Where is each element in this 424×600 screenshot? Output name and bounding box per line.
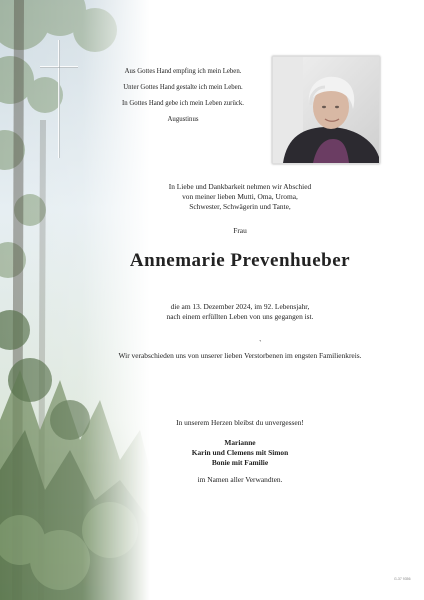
mourner-name: Marianne [224,438,256,447]
latin-cross-icon [0,0,100,160]
quote-author: Augustinus [167,116,199,123]
relatives-line: im Namen aller Verwandten. [197,475,283,484]
intro-text [120,182,360,213]
quote-line: Unter Gottes Hand gestalte ich mein Leben. [123,84,243,91]
mourner-name: Bonie mit Familie [211,458,269,467]
bible-quote [108,64,258,128]
mourners-list [120,438,360,468]
mourner-name: Karin und Clemens mit Simon [191,448,289,457]
intro-line: von meiner lieben Mutti, Oma, Uroma, [182,192,298,202]
heart-line: In unserem Herzen bleibst du unvergessen! [176,418,304,427]
farewell-text: Wir verabschieden uns von unserer lieben Verstorbenen im engsten Familienkreis. [118,351,362,360]
quote-line: Aus Gottes Hand empfing ich mein Leben. [124,68,242,75]
death-notice [120,302,360,322]
death-line: die am 13. Dezember 2024, im 92. Lebensjahr, [170,302,310,311]
deceased-name: Annemarie Prevenhueber [129,250,351,271]
quote-line: In Gottes Hand gebe ich mein Leben zurück. [122,100,244,107]
salutation: Frau [233,226,247,235]
intro-line: In Liebe und Dankbarkeit nehmen wir Abschied [168,182,312,191]
death-line: nach einem erfüllten Leben von uns gegangen ist. [166,312,314,322]
intro-line: Schwester, Schwägerin und Tante, [189,202,291,212]
footer-code: G-37 9356 [394,577,411,581]
portrait-photo [272,56,380,164]
stray-mark: ` [259,339,262,348]
